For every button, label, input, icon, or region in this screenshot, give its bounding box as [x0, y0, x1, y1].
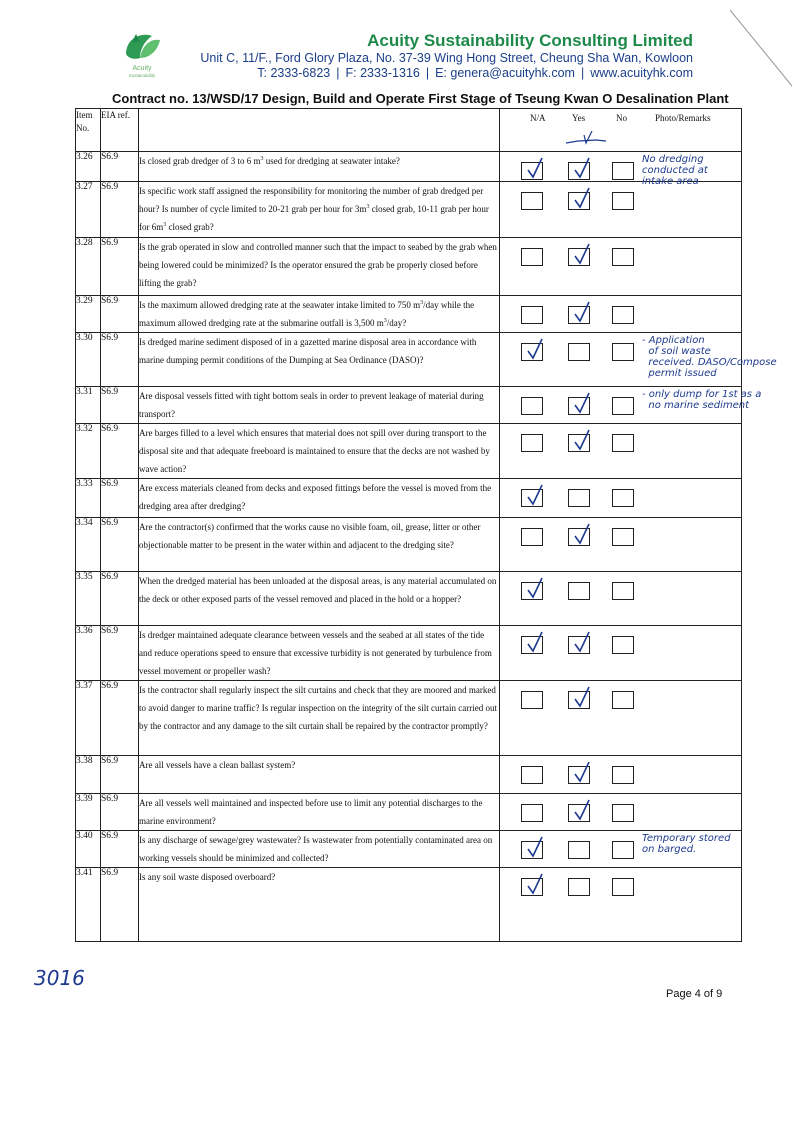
eia-ref: S6.9	[101, 681, 139, 756]
na-checkbox[interactable]	[521, 306, 543, 324]
checkmark-icon	[524, 873, 544, 895]
handwritten-remark: - Application of soil waste received. DASO/Compose permit issued	[642, 335, 777, 379]
table-row	[76, 296, 742, 333]
company-fax: F: 2333-1316	[345, 66, 420, 80]
answer-cell	[500, 626, 742, 681]
question-text: Is dredger maintained adequate clearance between vessels and the seabed at all states of the tide and reduce operations speed to ensure that excessive turbidity is not generated by turbulence from vessel movement or propeller wash?	[139, 626, 500, 681]
header-no: No	[616, 113, 627, 123]
yes-checkbox[interactable]	[568, 343, 590, 361]
table-row	[76, 868, 742, 942]
yes-checkbox[interactable]	[568, 306, 590, 324]
yes-checkbox[interactable]	[568, 691, 590, 709]
handwritten-remark: No dredging conducted at intake area	[642, 154, 708, 187]
checkmark-icon	[524, 836, 544, 858]
checkmark-icon	[571, 301, 591, 323]
no-checkbox[interactable]	[612, 878, 634, 896]
answer-cell	[500, 424, 742, 479]
table-row	[76, 238, 742, 296]
na-checkbox[interactable]	[521, 766, 543, 784]
checklist-table	[75, 108, 777, 942]
checkmark-icon	[571, 686, 591, 708]
eia-ref: S6.9	[101, 182, 139, 238]
question-text: Is the contractor shall regularly inspect the silt curtains and check that they are moored and marked to avoid danger to marine traffic? Is regular inspection on the integrity of the silt curtain carried out by the contractor and any damage to the silt curtain shall be repaired by the contractor promptly?	[139, 681, 500, 756]
table-row	[76, 831, 742, 868]
table-header-row	[76, 109, 742, 152]
answer-cell	[500, 756, 742, 794]
item-number: 3.37	[76, 681, 101, 756]
na-checkbox[interactable]	[521, 397, 543, 415]
question-text: Are all vessels well maintained and inspected before use to limit any potential discharges to the marine environment?	[139, 794, 500, 831]
header-yes: Yes	[572, 113, 586, 123]
question-text: Are excess materials cleaned from decks and exposed fittings before the vessel is moved from the dredging area after dredging?	[139, 479, 500, 518]
eia-ref: S6.9	[101, 424, 139, 479]
company-tel: T: 2333-6823	[257, 66, 331, 80]
header-eia-ref: EIA ref.	[101, 109, 139, 152]
yes-checkbox[interactable]	[568, 804, 590, 822]
na-checkbox[interactable]	[521, 192, 543, 210]
eia-ref: S6.9	[101, 831, 139, 868]
no-checkbox[interactable]	[612, 489, 634, 507]
question-text: Are disposal vessels fitted with tight bottom seals in order to prevent leakage of material during transport?	[139, 387, 500, 424]
yes-checkbox[interactable]	[568, 489, 590, 507]
no-checkbox[interactable]	[612, 397, 634, 415]
company-email: E: genera@acuityhk.com	[435, 66, 575, 80]
eia-ref: S6.9	[101, 572, 139, 626]
no-checkbox[interactable]	[612, 766, 634, 784]
item-number: 3.31	[76, 387, 101, 424]
table-row	[76, 681, 742, 756]
header-na: N/A	[530, 113, 546, 123]
header-options	[500, 109, 742, 152]
answer-cell	[500, 572, 742, 626]
na-checkbox[interactable]	[521, 248, 543, 266]
answer-cell	[500, 387, 762, 424]
item-number: 3.40	[76, 831, 101, 868]
yes-checkbox[interactable]	[568, 841, 590, 859]
company-logo	[112, 24, 172, 78]
answer-cell	[500, 868, 742, 942]
eia-ref: S6.9	[101, 333, 139, 387]
question-text: Is closed grab dredger of 3 to 6 $m^3$ used for dredging at seawater intake?	[139, 152, 500, 182]
checkmark-icon	[571, 392, 591, 414]
answer-cell	[500, 182, 742, 238]
handwritten-remark: Temporary stored on barged.	[642, 833, 731, 855]
header-remarks: Photo/Remarks	[655, 113, 711, 123]
contract-title: Contract no. 13/WSD/17 Design, Build and Operate First Stage of Tseung Kwan O Desalination Plant	[112, 91, 729, 106]
question-text: Is the grab operated in slow and controlled manner such that the impact to seabed by the grab when being lowered could be minimized? Is the operator ensured the grab be properly closed before lifting the grab?	[139, 238, 500, 296]
answer-cell	[500, 152, 742, 187]
no-checkbox[interactable]	[612, 306, 634, 324]
handwritten-reference-number: 3016	[34, 966, 85, 990]
table-row	[76, 756, 742, 794]
answer-cell	[500, 479, 742, 518]
no-checkbox[interactable]	[612, 343, 634, 361]
checkmark-icon	[571, 523, 591, 545]
no-checkbox[interactable]	[612, 804, 634, 822]
yes-checkbox[interactable]	[568, 192, 590, 210]
eia-ref: S6.9	[101, 626, 139, 681]
logo-subtext: Sustainability	[128, 73, 156, 78]
yes-checkbox[interactable]	[568, 878, 590, 896]
eia-ref: S6.9	[101, 296, 139, 333]
checkmark-icon	[571, 187, 591, 209]
no-checkbox[interactable]	[612, 434, 634, 452]
question-text: Are all vessels have a clean ballast system?	[139, 756, 500, 794]
answer-cell	[500, 794, 742, 831]
na-checkbox[interactable]	[521, 528, 543, 546]
no-checkbox[interactable]	[612, 528, 634, 546]
na-checkbox[interactable]	[521, 636, 543, 654]
table-row	[76, 182, 742, 238]
item-number: 3.33	[76, 479, 101, 518]
item-number: 3.27	[76, 182, 101, 238]
question-text: Is any soil waste disposed overboard?	[139, 868, 500, 942]
item-number: 3.41	[76, 868, 101, 942]
table-row	[76, 152, 742, 182]
yes-checkbox[interactable]	[568, 248, 590, 266]
item-number: 3.39	[76, 794, 101, 831]
eia-ref: S6.9	[101, 238, 139, 296]
eia-ref: S6.9	[101, 479, 139, 518]
table-row	[76, 572, 742, 626]
na-checkbox[interactable]	[521, 878, 543, 896]
item-number: 3.28	[76, 238, 101, 296]
answer-cell	[500, 238, 742, 296]
item-number: 3.34	[76, 518, 101, 572]
na-checkbox[interactable]	[521, 434, 543, 452]
answer-cell	[500, 681, 742, 756]
question-text: Is any discharge of sewage/grey wastewater? Is wastewater from potentially contaminated area on working vessels should be minimized and collected?	[139, 831, 500, 868]
yes-checkbox[interactable]	[568, 434, 590, 452]
no-checkbox[interactable]	[612, 582, 634, 600]
question-text: Is dredged marine sediment disposed of in a gazetted marine disposal area in accordance with marine dumping permit conditions of the Dumping at Sea Ordinance (DASO)?	[139, 333, 500, 387]
item-number: 3.38	[76, 756, 101, 794]
checkmark-icon	[524, 338, 544, 360]
no-checkbox[interactable]	[612, 691, 634, 709]
no-checkbox[interactable]	[612, 636, 634, 654]
handwritten-header-tick	[560, 129, 610, 147]
answer-cell	[500, 518, 742, 572]
question-text: Are barges filled to a level which ensures that material does not spill over during transport to the disposal site and that adequate freeboard is maintained to ensure that the decks are not washed by wave action?	[139, 424, 500, 479]
table-row	[76, 794, 742, 831]
yes-checkbox[interactable]	[568, 766, 590, 784]
item-number: 3.35	[76, 572, 101, 626]
item-number: 3.29	[76, 296, 101, 333]
yes-checkbox[interactable]	[568, 582, 590, 600]
table-row	[76, 424, 742, 479]
question-text: Is the maximum allowed dredging rate at the seawater intake limited to 750 $m^3$/day while the maximum allowed dredging rate at the submarine outfall is 3,500 $m^3$/day?	[139, 296, 500, 333]
table-row	[76, 387, 742, 424]
eia-ref: S6.9	[101, 868, 139, 942]
eia-ref: S6.9	[101, 756, 139, 794]
item-number: 3.30	[76, 333, 101, 387]
checkmark-icon	[571, 631, 591, 653]
table-row	[76, 626, 742, 681]
yes-checkbox[interactable]	[568, 528, 590, 546]
company-address: Unit C, 11/F., Ford Glory Plaza, No. 37-39 Wing Hong Street, Cheung Sha Wan, Kowloon	[200, 51, 693, 65]
no-checkbox[interactable]	[612, 841, 634, 859]
na-checkbox[interactable]	[521, 691, 543, 709]
no-checkbox[interactable]	[612, 248, 634, 266]
yes-checkbox[interactable]	[568, 162, 590, 180]
company-contact: T: 2333-6823 | F: 2333-1316 | E: genera@acuityhk.com | www.acuityhk.com	[257, 66, 693, 80]
checkmark-icon	[524, 577, 544, 599]
yes-checkbox[interactable]	[568, 397, 590, 415]
no-checkbox[interactable]	[612, 162, 634, 180]
company-web: www.acuityhk.com	[590, 66, 693, 80]
answer-cell	[500, 296, 742, 333]
no-checkbox[interactable]	[612, 192, 634, 210]
checkmark-icon	[571, 429, 591, 451]
checkmark-icon	[524, 157, 544, 179]
table-row	[76, 518, 742, 572]
header-question	[139, 109, 500, 152]
question-text: Is specific work staff assigned the responsibility for monitoring the number of grab dredged per hour? Is number of cycle limited to 20-21 grab per hour for $3m^3$ closed grab, 10-11 grab per hour for $6m^3$ closed grab?	[139, 182, 500, 238]
question-text: Are the contractor(s) confirmed that the works cause no visible foam, oil, grease, litter or other objectionable matter to be present in the water within and adjacent to the dredging site?	[139, 518, 500, 572]
item-number: 3.36	[76, 626, 101, 681]
logo-text: Acuity	[132, 65, 152, 72]
na-checkbox[interactable]	[521, 489, 543, 507]
na-checkbox[interactable]	[521, 343, 543, 361]
checkmark-icon	[571, 157, 591, 179]
table-row	[76, 479, 742, 518]
yes-checkbox[interactable]	[568, 636, 590, 654]
item-number: 3.32	[76, 424, 101, 479]
item-number: 3.26	[76, 152, 101, 182]
eia-ref: S6.9	[101, 518, 139, 572]
table-row	[76, 333, 742, 387]
scan-corner-line	[700, 6, 794, 96]
question-text: When the dredged material has been unloaded at the disposal areas, is any material accumulated on the deck or other exposed parts of the vessel removed and placed in the hold or a hopper?	[139, 572, 500, 626]
na-checkbox[interactable]	[521, 841, 543, 859]
checkmark-icon	[524, 484, 544, 506]
eia-ref: S6.9	[101, 794, 139, 831]
handwritten-remark: - only dump for 1st as a no marine sediment	[642, 389, 762, 411]
eia-ref: S6.9	[101, 152, 139, 182]
na-checkbox[interactable]	[521, 582, 543, 600]
checkmark-icon	[571, 799, 591, 821]
checkmark-icon	[571, 243, 591, 265]
na-checkbox[interactable]	[521, 162, 543, 180]
company-name: Acuity Sustainability Consulting Limited	[367, 31, 693, 50]
checkmark-icon	[524, 631, 544, 653]
eia-ref: S6.9	[101, 387, 139, 424]
page-number: Page 4 of 9	[666, 988, 723, 1000]
header-item-no: Item No.	[76, 109, 101, 152]
answer-cell	[500, 333, 777, 387]
answer-cell	[500, 831, 742, 868]
checkmark-icon	[571, 761, 591, 783]
na-checkbox[interactable]	[521, 804, 543, 822]
